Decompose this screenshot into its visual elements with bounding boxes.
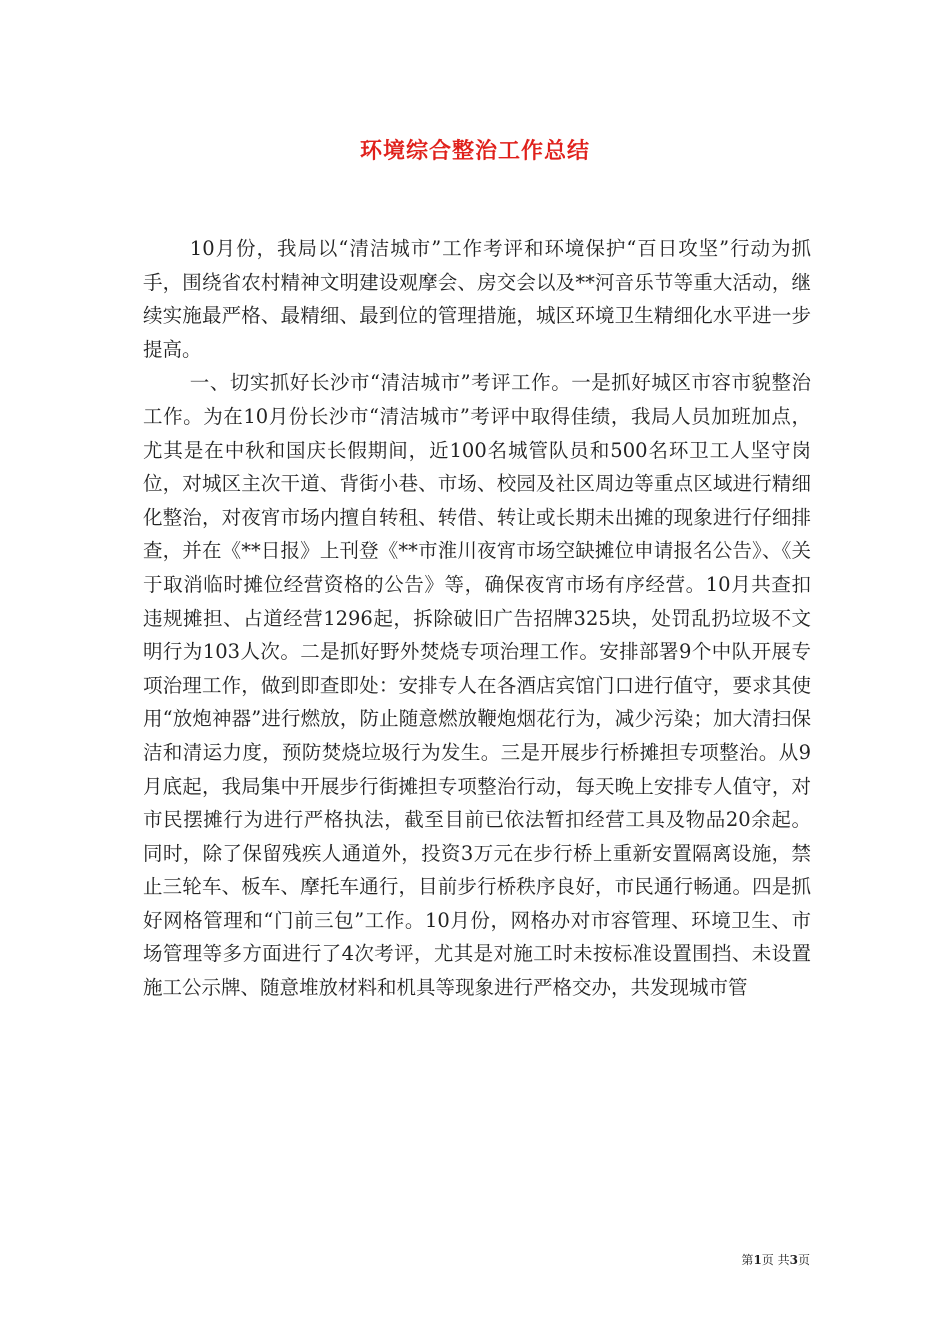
paragraph-section-one: 一、切实抓好长沙市“清洁城市”考评工作。一是抓好城区市容市貌整治工作。为在10月份长沙市“清洁城市”考评中取得佳绩，我局人员加班加点，尤其是在中秋和国庆长假期间，近100名城管队员和500名环卫工人坚守岗位，对城区主次干道、背街小巷、市场、校园及社区周边等重点区域进行精细化整治，对夜宵市场内擅自转租、转借、转让或长期未出摊的现象进行仔细排查，并在《**日报》上刊登《**市淮川夜宵市场空缺摊位申请报名公告》、《关于取消临时摊位经营资格的公告》等，确保夜宵市场有序经营。10月共查扣违规摊担、占道经营1296起，拆除破旧广告招牌325块，处罚乱扔垃圾不文明行为103人次。二是抓好野外焚烧专项治理工作。安排部署9个中队开展专项治理工作，做到即查即处：安排专人在各酒店宾馆门口进行值守，要求其使用“放炮神器”进行燃放，防止随意燃放鞭炮烟花行为，减少污染；加大清扫保洁和清运力度，预防焚烧垃圾行为发生。三是开展步行桥摊担专项整治。从9月底起，我局集中开展步行街摊担专项整治行动，每天晚上安排专人值守，对市民摆摊行为进行严格执法，截至目前已依法暂扣经营工具及物品20余起。同时，除了保留残疾人通道外，投资3万元在步行桥上重新安置隔离设施，禁止三轮车、板车、摩托车通行，目前步行桥秩序良好，市民通行畅通。四是抓好网格管理和“门前三包”工作。10月份，网格办对市容管理、环境卫生、市场管理等多方面进行了4次考评，尤其是对施工时未按标准设置围挡、未设置施工公示牌、随意堆放材料和机具等现象进行严格交办，共发现城市管 xyxy=(143,371,811,1000)
document-body xyxy=(143,232,811,1005)
footer-prefix: 第 xyxy=(741,1253,754,1267)
page-footer xyxy=(0,1251,810,1268)
footer-suffix: 页 xyxy=(797,1253,810,1267)
document-title: 环境综合整治工作总结 xyxy=(359,138,590,164)
footer-current-page: 1 xyxy=(753,1253,762,1267)
footer-middle: 页 共 xyxy=(761,1253,790,1267)
paragraph-intro: 10月份，我局以“清洁城市”工作考评和环境保护“百日攻坚”行动为抓手，围绕省农村精神文明建设观摩会、房交会以及**河音乐节等重大活动，继续实施最严格、最精细、最到位的管理措施，城区环境卫生精细化水平进一步提高。 xyxy=(143,237,811,361)
footer-total-pages: 3 xyxy=(789,1253,798,1267)
